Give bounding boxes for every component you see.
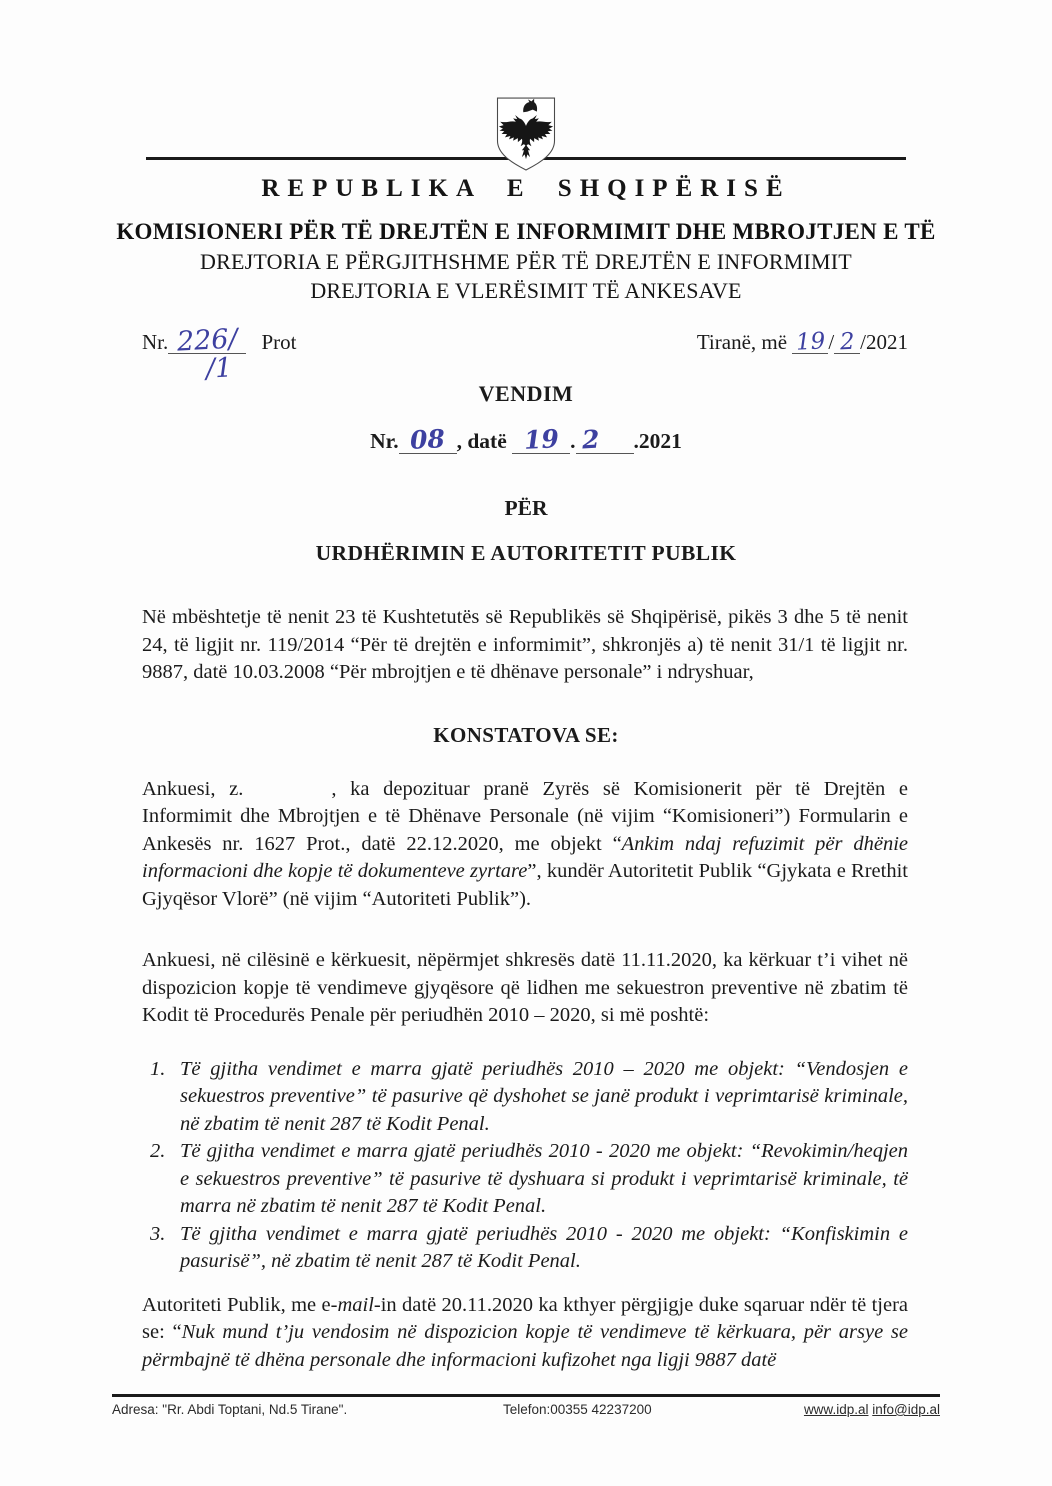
decision-day-value: 19 xyxy=(522,424,560,455)
response-mail-italic: mail xyxy=(337,1293,374,1316)
list-item-number: 2. xyxy=(150,1140,166,1162)
footer-phone: Telefon:00355 42237200 xyxy=(502,1402,652,1417)
list-item-number: 1. xyxy=(150,1057,166,1080)
response-text-start: Autoriteti Publik, me e- xyxy=(142,1293,338,1316)
list-item-number: 3. xyxy=(150,1222,166,1245)
page-footer xyxy=(112,1394,940,1417)
complaint-text-mid: , ka depozituar pranë Zyrës së Komisionerit për të Drejtën e Informimit dhe Mbrojtjen e të Dhënave Personale (në vijim “Komisioneri”) Formularin e Ankesës nr. 1627 Prot., datë 22.12.2020, me objekt “ xyxy=(142,777,908,855)
protocol-number-label: Nr. xyxy=(142,330,169,354)
footer-address: Adresa: "Rr. Abdi Toptani, Nd.5 Tirane". xyxy=(112,1402,348,1417)
org-name-line2: DREJTORIA E PËRGJITHSHME PËR TË DREJTËN E INFORMIMIT xyxy=(200,249,852,274)
request-list xyxy=(150,1056,908,1276)
decision-year: .2021 xyxy=(633,429,682,453)
protocol-number xyxy=(142,323,297,385)
protocol-row xyxy=(142,323,908,385)
list-item-text: Të gjitha vendimet e marra gjatë periudhës 2010 – 2020 me objekt: “Vendosjen e sekuestros preventive” të pasurive që dyshohet se janë produkt i veprimtarisë kriminale, në zbatim të nenit 287 të Kodit Penal. xyxy=(180,1057,908,1135)
city-date-label: Tiranë, më xyxy=(696,330,788,354)
complaint-object-italic: Ankim ndaj refuzimit për dhënie informacioni dhe kopje të dokumenteve zyrtare xyxy=(142,832,908,882)
decision-day-blank xyxy=(512,424,570,455)
footer-email: info@idp.al xyxy=(872,1402,940,1417)
paragraph-response xyxy=(142,1292,908,1375)
protocol-number-blank xyxy=(168,323,246,358)
paragraph-legal-basis: Në mbështetje të nenit 23 të Kushtetutës së Republikës së Shqipërisë, pikës 3 dhe 5 të nenit 24, të ligjit nr. 119/2014 “Për të drejtën e informimit”, shkronjës a) të nenit 31/1 të ligjit nr. 9887, datë 10.03.2008 “Për mbrojtjen e të dhënave personale” i ndryshuar, xyxy=(142,606,908,683)
decision-number-blank xyxy=(399,424,457,455)
republic-title: REPUBLIKA E SHQIPËRISË xyxy=(261,175,791,202)
decision-title: VENDIM xyxy=(478,381,574,406)
list-item-text: Të gjitha vendimet e marra gjatë periudhës 2010 - 2020 me objekt: “Revokimin/heqjen e sekuestros preventive” të pasurive të dyshuara si produkt i veprimtarisë kriminale, të marra në zbatim të nenit 287 të Kodit Penal. xyxy=(180,1140,908,1217)
paragraph-request: Ankuesi, në cilësinë e kërkuesit, nëpërmjet shkresës datë 11.11.2020, ka kërkuar t’i vihet në dispozicion kopje të vendimeve gjyqësore që lidhen me sekuestron preventive në zbatim të Kodit të Procedurës Penale për periudhën 2010 – 2020, si më poshtë: xyxy=(142,949,908,1026)
date-day-blank xyxy=(792,328,828,356)
paragraph-complaint xyxy=(142,776,908,914)
response-text-mid: -in datë 20.11.2020 ka kthyer përgjigje duke sqaruar ndër të tjera se: “ xyxy=(142,1293,908,1343)
decision-date-label: , datë xyxy=(456,429,507,453)
org-name-line3: DREJTORIA E VLERËSIMIT TË ANKESAVE xyxy=(310,278,742,303)
decision-number-value: 08 xyxy=(409,424,446,455)
city-date xyxy=(697,330,908,355)
complaint-text-start: Ankuesi, z. xyxy=(142,777,244,800)
albanian-eagle-emblem-icon xyxy=(492,96,560,172)
decision-dot: . xyxy=(570,429,576,453)
protocol-sub-number-value: /1 xyxy=(205,352,234,385)
footer-website: www.idp.al xyxy=(803,1402,869,1417)
decision-number-line xyxy=(0,424,1052,455)
date-separator: / xyxy=(828,330,835,354)
response-quote-italic: Nuk mund t’ju vendosim në dispozicion kopje të vendimeve të kërkuara, për arsye se përmbajnë të dhëna personale dhe informacioni kufizohet nga ligji 9887 datë xyxy=(142,1321,908,1371)
decision-month-value: 2 xyxy=(580,424,600,455)
per-heading: PËR xyxy=(504,496,548,520)
date-year: /2021 xyxy=(860,330,908,354)
decision-month-blank xyxy=(576,424,634,455)
list-item xyxy=(150,1138,908,1221)
date-day-value: 19 xyxy=(795,328,826,356)
complaint-text-end: ”, kundër Autoritetit Publik “Gjykata e Rrethit Gjyqësor Vlorë” (në vijim “Autoriteti Publik”). xyxy=(142,860,908,910)
protocol-number-value: 226/ xyxy=(176,323,239,358)
date-month-blank xyxy=(834,328,860,356)
list-item-text: Të gjitha vendimet e marra gjatë periudhës 2010 - 2020 me objekt: “Konfiskimin e pasurisë”, në zbatim të nenit 287 të Kodit Penal. xyxy=(180,1222,908,1272)
prot-label: Prot xyxy=(261,330,297,354)
footer-links xyxy=(804,1402,940,1417)
subject-heading: URDHËRIMIN E AUTORITETIT PUBLIK xyxy=(315,541,737,565)
konstatova-heading: KONSTATOVA SE: xyxy=(433,722,619,747)
list-item xyxy=(150,1221,908,1276)
date-month-value: 2 xyxy=(839,328,856,356)
org-name-line1: KOMISIONERI PËR TË DREJTËN E INFORMIMIT DHE MBROJTJEN E TË xyxy=(116,219,936,244)
decision-number-label: Nr. xyxy=(370,429,399,453)
document-header xyxy=(0,0,1052,170)
list-item xyxy=(150,1056,908,1139)
